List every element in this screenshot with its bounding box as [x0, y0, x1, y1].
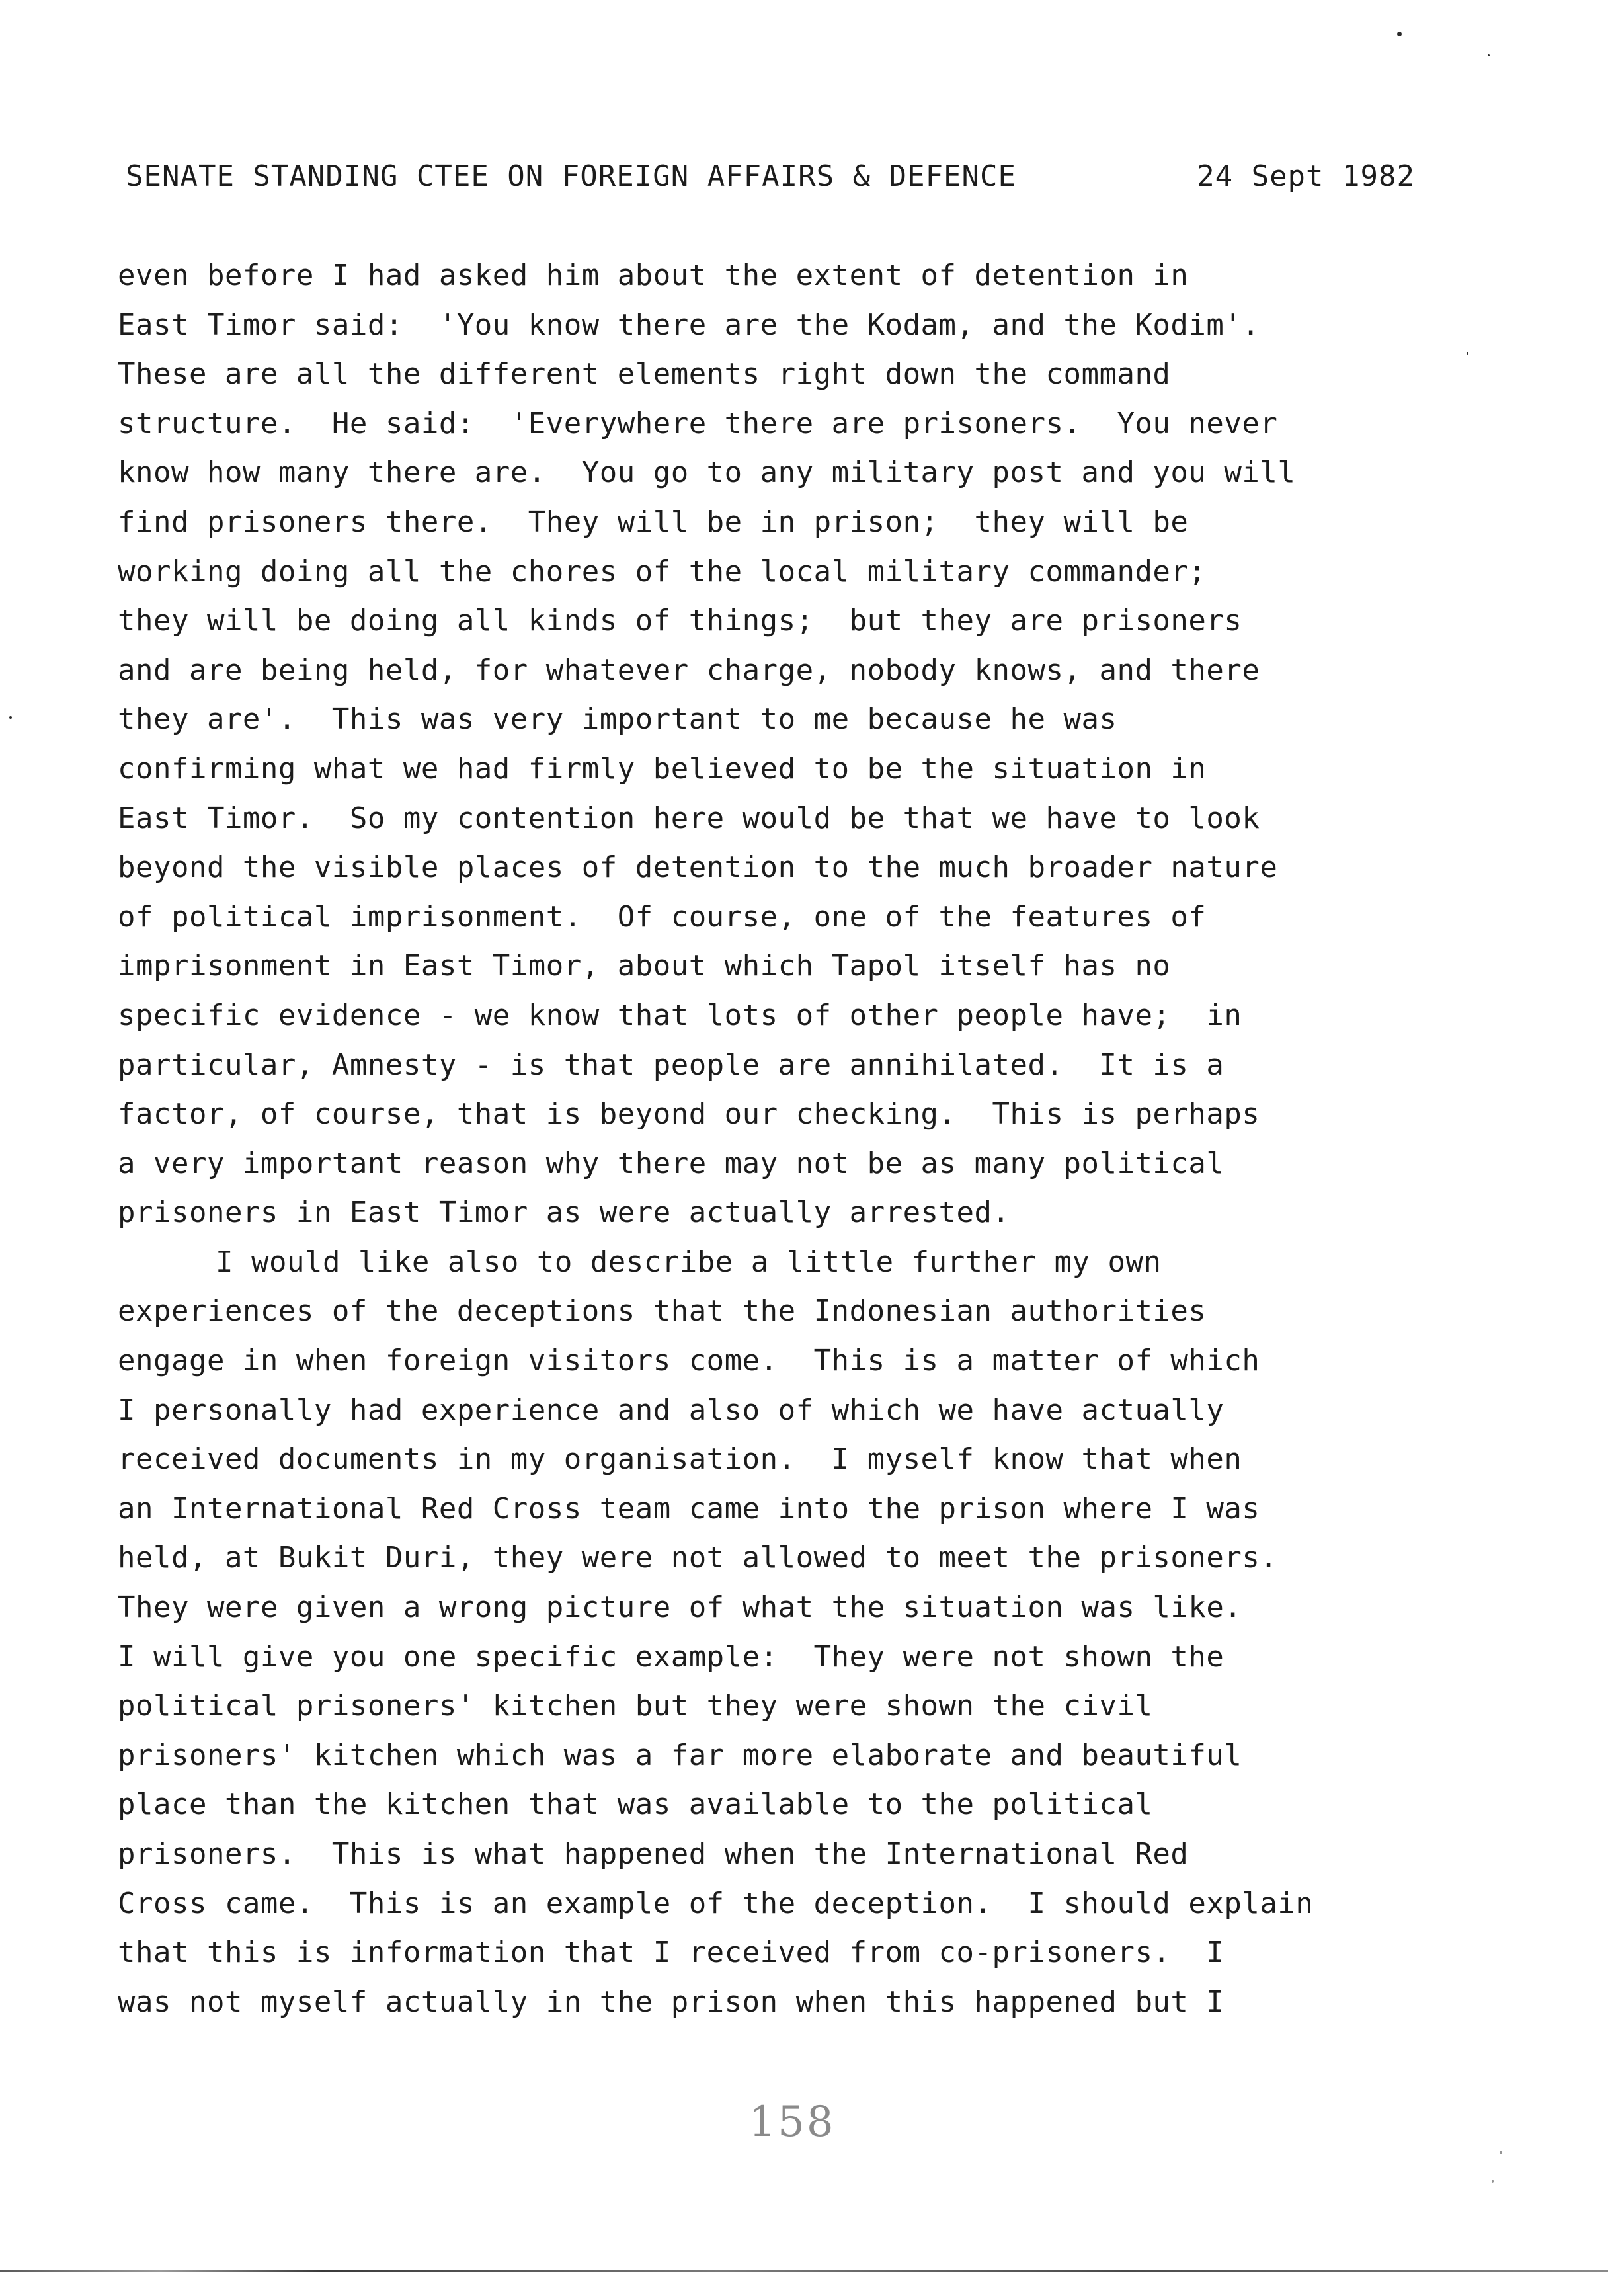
text-line: I personally had experience and also of which we have actually: [118, 1393, 1225, 1427]
text-line: East Timor said: 'You know there are the Kodam, and the Kodim'.: [118, 308, 1260, 342]
transcript-body: [118, 251, 1493, 2027]
text-line: I will give you one specific example: They were not shown the: [118, 1639, 1225, 1674]
text-line: place than the kitchen that was available to the political: [118, 1787, 1153, 1822]
text-line: know how many there are. You go to any military post and you will: [118, 456, 1296, 490]
text-line: prisoners' kitchen which was a far more elaborate and beautiful: [118, 1738, 1242, 1772]
scan-speck: [1467, 352, 1468, 355]
text-line: even before I had asked him about the extent of detention in: [118, 259, 1189, 292]
scan-speck: [1500, 2151, 1502, 2154]
text-line: prisoners. This is what happened when the International Red: [118, 1837, 1189, 1871]
committee-title: SENATE STANDING CTEE ON FOREIGN AFFAIRS & DEFENCE: [126, 159, 1017, 193]
text-line: they are'. This was very important to me because he was: [118, 702, 1117, 737]
page-header: [126, 153, 1415, 200]
text-line: that this is information that I received from co-prisoners. I: [118, 1936, 1225, 1970]
text-line: was not myself actually in the prison when this happened but I: [118, 1985, 1225, 2019]
text-line: find prisoners there. They will be in prison; they will be: [118, 505, 1189, 539]
scan-speck: [1488, 54, 1490, 56]
text-line: confirming what we had firmly believed to be the situation in: [118, 751, 1207, 786]
text-line: received documents in my organisation. I myself know that when: [118, 1442, 1242, 1477]
scan-speck: [1397, 32, 1402, 36]
hearing-date: 24 Sept 1982: [1197, 159, 1415, 193]
text-line: political prisoners' kitchen but they were shown the civil: [118, 1689, 1153, 1723]
text-line: structure. He said: 'Everywhere there are prisoners. You never: [118, 406, 1278, 440]
text-line: factor, of course, that is beyond our checking. This is perhaps: [118, 1097, 1260, 1131]
text-line: imprisonment in East Timor, about which Tapol itself has no: [118, 949, 1171, 983]
text-line: East Timor. So my contention here would be that we have to look: [118, 801, 1260, 835]
paragraph-start-line: I would like also to describe a little further my own: [216, 1245, 1162, 1279]
text-line: they will be doing all kinds of things; but they are prisoners: [118, 604, 1242, 638]
text-line: a very important reason why there may not be as many political: [118, 1146, 1225, 1180]
text-line: an International Red Cross team came into the prison where I was: [118, 1491, 1260, 1526]
text-line: They were given a wrong picture of what the situation was like.: [118, 1590, 1242, 1625]
scan-speck: [9, 716, 12, 719]
text-line: of political imprisonment. Of course, one of the features of: [118, 899, 1207, 934]
text-line: beyond the visible places of detention to the much broader nature: [118, 850, 1278, 885]
text-line: Cross came. This is an example of the deception. I should explain: [118, 1886, 1314, 1920]
scan-speck: [1492, 2180, 1494, 2183]
text-line: engage in when foreign visitors come. This is a matter of which: [118, 1344, 1260, 1378]
text-line: experiences of the deceptions that the Indonesian authorities: [118, 1294, 1207, 1329]
text-line: held, at Bukit Duri, they were not allowed to meet the prisoners.: [118, 1541, 1278, 1575]
scan-edge-rule: [0, 2270, 1608, 2272]
text-line: and are being held, for whatever charge, nobody knows, and there: [118, 653, 1260, 687]
page-number: 158: [748, 2098, 836, 2147]
text-line: prisoners in East Timor as were actually arrested.: [118, 1196, 1010, 1230]
text-line: working doing all the chores of the local military commander;: [118, 554, 1207, 589]
text-line: specific evidence - we know that lots of other people have; in: [118, 998, 1242, 1032]
text-line: These are all the different elements right down the command: [118, 357, 1171, 391]
text-line: particular, Amnesty - is that people are annihilated. It is a: [118, 1047, 1225, 1082]
